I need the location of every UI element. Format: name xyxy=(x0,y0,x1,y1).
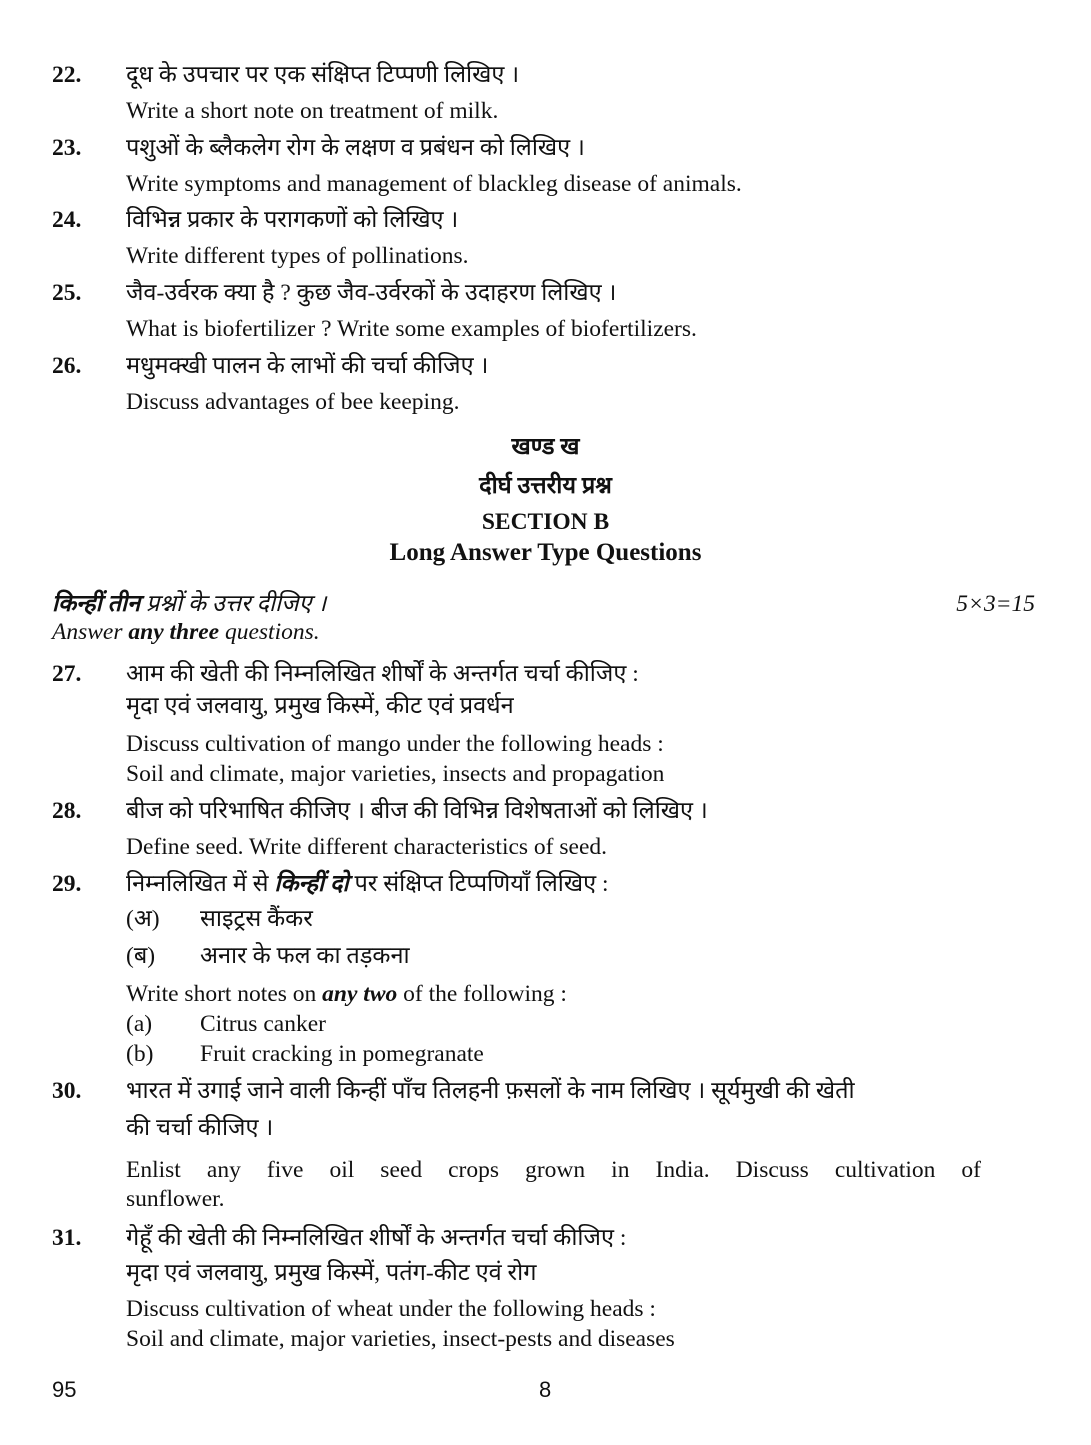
text: Write short notes on xyxy=(126,981,323,1007)
option-text: अनार के फल का तड़कना xyxy=(200,943,410,969)
instruction-emphasis: any three xyxy=(128,619,220,645)
question-text-english: What is biofertilizer ? Write some examples of biofertilizers. xyxy=(126,316,697,342)
question-number: 26. xyxy=(52,353,82,379)
question-text-english: Discuss cultivation of mango under the following heads : xyxy=(126,731,664,757)
question-text-hindi: मधुमक्खी पालन के लाभों की चर्चा कीजिए । xyxy=(126,353,489,379)
question-number: 30. xyxy=(52,1078,82,1104)
instruction-text: प्रश्नों के उत्तर दीजिए । xyxy=(140,591,327,617)
instruction-english xyxy=(52,618,320,646)
question-text-english: Discuss advantages of bee keeping. xyxy=(126,389,460,415)
option-label: (b) xyxy=(126,1041,154,1067)
question-text-english: Enlist any five oil seed crops grown in India. Discuss cultivation of xyxy=(126,1157,981,1183)
emphasis: किन्हीं दो xyxy=(274,871,349,897)
marks: 5×3=15 xyxy=(956,591,1035,617)
question-text-hindi: पशुओं के ब्लैकलेग रोग के लक्षण व प्रबंधन को लिखिए । xyxy=(126,135,585,161)
section-subtitle-hindi: दीर्घ उत्तरीय प्रश्न xyxy=(479,473,612,499)
instruction-emphasis: किन्हीं तीन xyxy=(52,591,141,617)
section-subtitle: Long Answer Type Questions xyxy=(389,539,702,566)
paper-code: 95 xyxy=(52,1377,77,1402)
question-text-english: Soil and climate, major varieties, insects and propagation xyxy=(126,761,665,787)
option-label: (अ) xyxy=(126,906,160,932)
instruction-text: questions. xyxy=(219,619,320,645)
question-text-english xyxy=(126,980,567,1008)
question-number: 29. xyxy=(52,871,82,897)
option-text: साइट्रस कैंकर xyxy=(200,906,313,932)
emphasis: any two xyxy=(322,981,398,1007)
question-text-hindi: की चर्चा कीजिए । xyxy=(126,1115,274,1141)
question-text-hindi: मृदा एवं जलवायु, प्रमुख किस्में, कीट एवं प्रवर्धन xyxy=(126,693,514,719)
question-text-english: Define seed. Write different characteristics of seed. xyxy=(126,834,608,860)
question-text-hindi: आम की खेती की निम्नलिखित शीर्षों के अन्तर्गत चर्चा कीजिए : xyxy=(126,661,639,687)
question-number: 23. xyxy=(52,135,82,161)
question-text-hindi xyxy=(126,870,609,898)
option-label: (ब) xyxy=(126,943,156,969)
question-text-english: Write a short note on treatment of milk. xyxy=(126,98,499,124)
question-number: 27. xyxy=(52,661,82,687)
question-text-hindi: विभिन्न प्रकार के परागकणों को लिखिए । xyxy=(126,207,459,233)
question-text-english: sunflower. xyxy=(126,1186,225,1212)
question-text-hindi: भारत में उगाई जाने वाली किन्हीं पाँच तिलहनी फ़सलों के नाम लिखिए । सूर्यमुखी की खेती xyxy=(126,1078,855,1104)
page-number: 8 xyxy=(539,1377,552,1402)
option-text: Citrus canker xyxy=(200,1011,326,1037)
option-label: (a) xyxy=(126,1011,153,1037)
option-text: Fruit cracking in pomegranate xyxy=(200,1041,484,1067)
question-text-hindi: गेहूँ की खेती की निम्नलिखित शीर्षों के अन्तर्गत चर्चा कीजिए : xyxy=(126,1225,627,1251)
instruction-hindi xyxy=(52,590,326,618)
question-number: 28. xyxy=(52,798,82,824)
text: निम्नलिखित में से xyxy=(126,871,275,897)
question-text-english: Soil and climate, major varieties, insect-pests and diseases xyxy=(126,1326,675,1352)
instruction-text: Answer xyxy=(52,619,129,645)
question-number: 31. xyxy=(52,1225,82,1251)
text: of the following : xyxy=(397,981,567,1007)
question-text-english: Write different types of pollinations. xyxy=(126,243,469,269)
question-number: 24. xyxy=(52,207,82,233)
section-title-hindi: खण्ड ख xyxy=(511,434,580,460)
question-text-english: Write symptoms and management of blackleg disease of animals. xyxy=(126,171,742,197)
question-text-hindi: दूध के उपचार पर एक संक्षिप्त टिप्पणी लिखिए । xyxy=(126,62,520,88)
question-text-hindi: मृदा एवं जलवायु, प्रमुख किस्में, पतंग-कीट एवं रोग xyxy=(126,1260,537,1286)
text: पर संक्षिप्त टिप्पणियाँ लिखिए : xyxy=(348,871,609,897)
question-text-hindi: जैव-उर्वरक क्या है ? कुछ जैव-उर्वरकों के उदाहरण लिखिए । xyxy=(126,280,617,306)
section-title: SECTION B xyxy=(481,509,610,535)
question-number: 22. xyxy=(52,62,82,88)
question-text-hindi: बीज को परिभाषित कीजिए । बीज की विभिन्न विशेषताओं को लिखिए । xyxy=(126,798,708,824)
question-number: 25. xyxy=(52,280,82,306)
question-text-english: Discuss cultivation of wheat under the following heads : xyxy=(126,1296,656,1322)
